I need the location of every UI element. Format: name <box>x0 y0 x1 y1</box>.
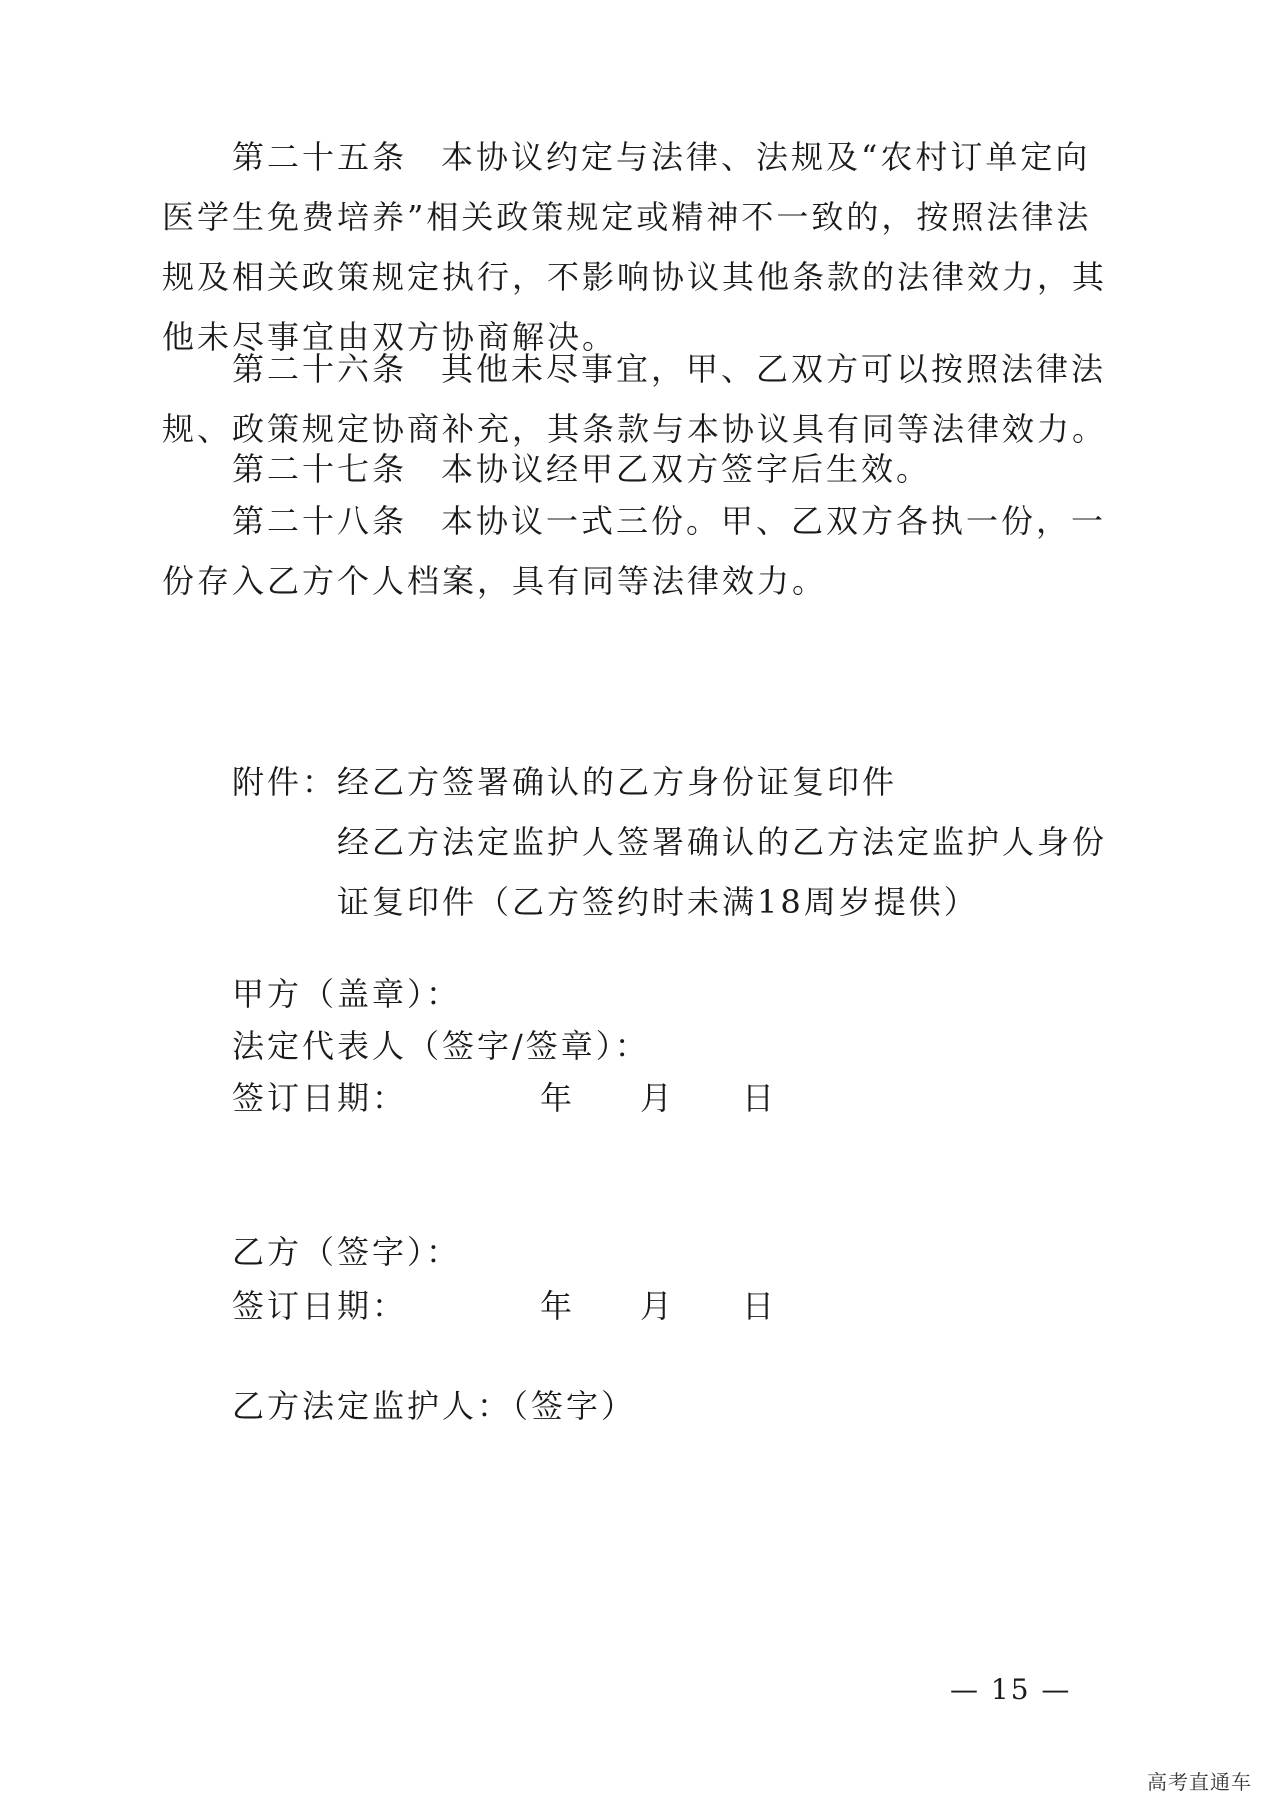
attachments-label: 附件： <box>232 763 338 801</box>
article-label: 第二十七条 <box>232 450 408 488</box>
date-label: 签订日期： <box>232 1079 408 1117</box>
date-year: 年 <box>540 1287 576 1325</box>
attachment-item: 经乙方签署确认的乙方身份证复印件 <box>337 763 898 801</box>
date-month: 月 <box>640 1079 676 1117</box>
article-paragraph <box>162 439 1122 499</box>
article-text: 其他未尽事宜，甲、乙双方可以按照法律法规、政策规定协商补充，其条款与本协议具有同等法律效力。 <box>162 350 1108 448</box>
article-text: 本协议约定与法律、法规及“农村订单定向医学生免费培养”相关政策规定或精神不一致的，按照法律法规及相关政策规定执行，不影响协议其他条款的法律效力，其他未尽事宜由双方协商解决。 <box>162 138 1108 356</box>
article-27 <box>162 439 1122 499</box>
article-label: 第二十五条 <box>232 138 408 176</box>
watermark-text: 高考直通车 <box>1147 1770 1252 1794</box>
attachment-item: 经乙方法定监护人签署确认的乙方法定监护人身份证复印件（乙方签约时未满18周岁提供） <box>337 823 1108 921</box>
party-b-sign-label: 乙方（签字）： <box>232 1233 462 1271</box>
article-25 <box>162 127 1122 367</box>
date-year: 年 <box>540 1079 576 1117</box>
article-label: 第二十八条 <box>232 502 408 540</box>
article-text: 本协议一式三份。甲、乙双方各执一份，一份存入乙方个人档案，具有同等法律效力。 <box>162 502 1107 600</box>
date-month: 月 <box>640 1287 676 1325</box>
party-a-representative-label: 法定代表人（签字/签章）： <box>232 1027 650 1065</box>
attachments <box>232 752 1122 932</box>
attachment-items <box>337 752 1122 932</box>
article-paragraph <box>162 491 1122 611</box>
attachments-list <box>232 752 1122 932</box>
date-label: 签订日期： <box>232 1287 408 1325</box>
article-label: 第二十六条 <box>232 350 408 388</box>
party-a-seal-label: 甲方（盖章）： <box>232 975 462 1013</box>
date-day: 日 <box>742 1287 778 1325</box>
article-28 <box>162 491 1122 611</box>
page-number: — 15 — <box>950 1673 1072 1706</box>
article-text: 本协议经甲乙双方签字后生效。 <box>441 450 932 488</box>
party-b-guardian-label: 乙方法定监护人：（签字） <box>232 1387 637 1425</box>
date-day: 日 <box>742 1079 778 1117</box>
article-paragraph <box>162 127 1122 367</box>
